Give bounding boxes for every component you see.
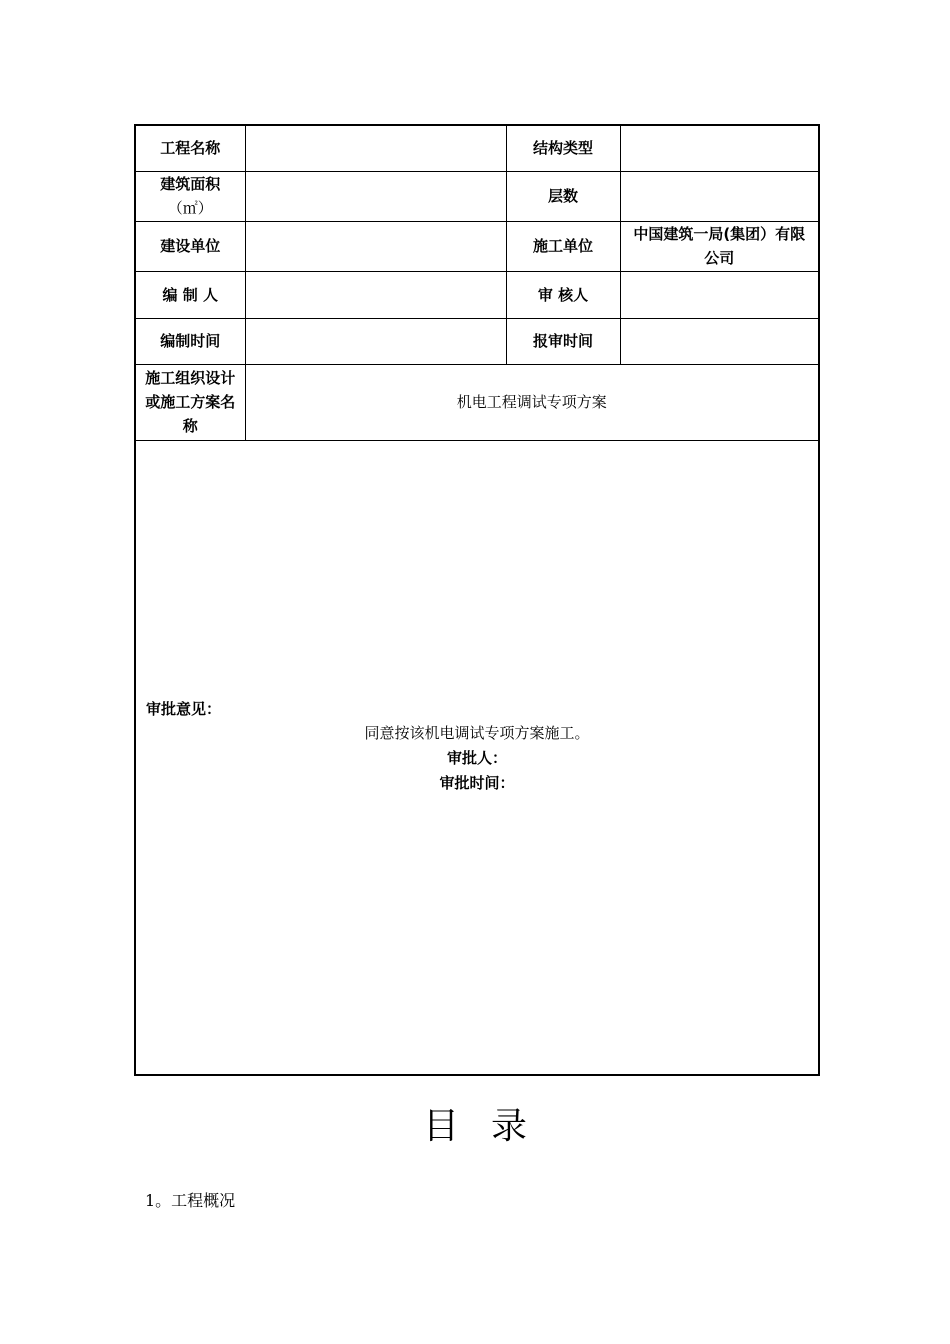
approval-body [136, 721, 818, 796]
building-area-label-cell [135, 171, 245, 221]
contractor-value: 中国建筑一局(集团）有限公司 [620, 221, 819, 271]
approval-time-label: 审批时间： [439, 773, 515, 792]
building-area-value [245, 171, 506, 221]
project-name-label: 工程名称 [135, 125, 245, 171]
compile-time-value [245, 318, 506, 364]
structure-type-label: 结构类型 [506, 125, 620, 171]
owner-value [245, 221, 506, 271]
building-area-label: 建筑面积 [160, 175, 221, 193]
approval-opinion: 同意按该机电调试专项方案施工。 [364, 723, 590, 742]
submit-time-value [620, 318, 819, 364]
compiler-label: 编 制 人 [135, 271, 245, 318]
approval-heading: 审批意见： [146, 699, 222, 718]
toc-title: 目录 [422, 1106, 559, 1147]
approval-form-table [134, 124, 820, 1076]
plan-name-label: 施工组织设计或施工方案名称 [135, 364, 245, 440]
compiler-value [245, 271, 506, 318]
project-name-value [245, 125, 506, 171]
reviewer-label: 审 核人 [506, 271, 620, 318]
approval-section [135, 440, 819, 1075]
approver-label: 审批人： [446, 748, 507, 767]
submit-time-label: 报审时间 [506, 318, 620, 364]
plan-name-value: 机电工程调试专项方案 [245, 364, 819, 440]
floors-value [620, 171, 819, 221]
structure-type-value [620, 125, 819, 171]
reviewer-value [620, 271, 819, 318]
building-area-unit: （㎡） [167, 199, 213, 217]
toc-item[interactable]: 1。工程概况 [145, 1191, 236, 1210]
contractor-label: 施工单位 [506, 221, 620, 271]
floors-label: 层数 [506, 171, 620, 221]
compile-time-label: 编制时间 [135, 318, 245, 364]
owner-label: 建设单位 [135, 221, 245, 271]
